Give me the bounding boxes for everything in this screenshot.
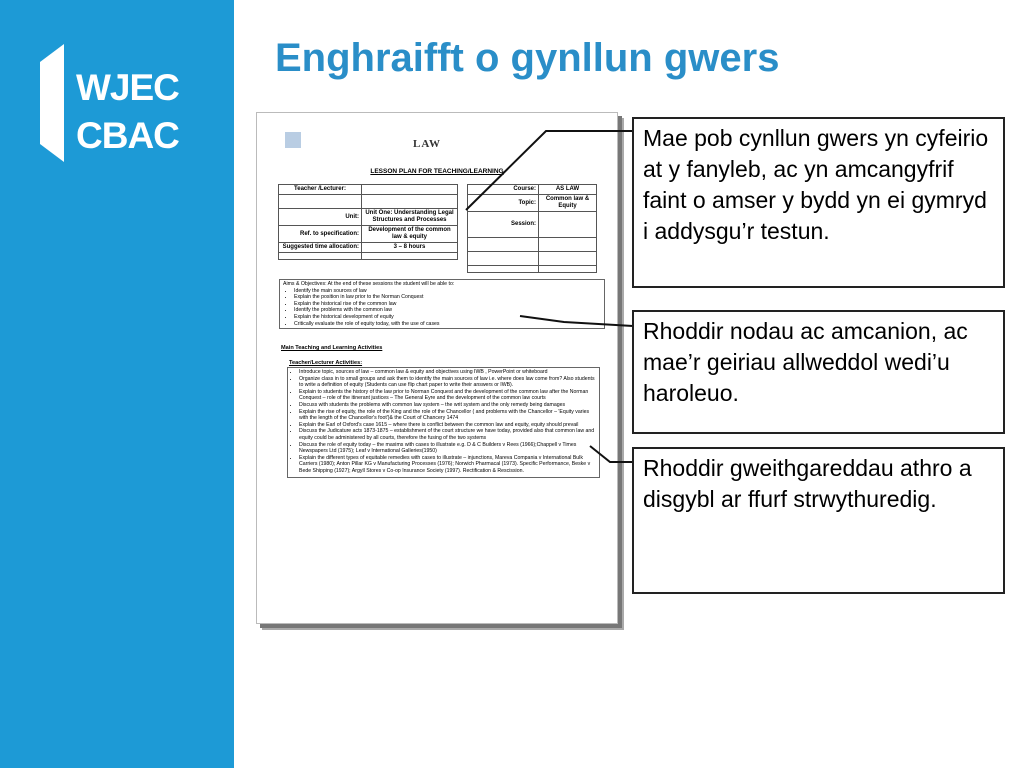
table-value: Development of the common law & equity	[362, 226, 458, 243]
callout-specification: Mae pob cynllun gwers yn cyfeirio at y fanyleb, ac yn amcangyfrif faint o amser y bydd yn ei gymryd i addysgu’r testun.	[632, 117, 1005, 288]
list-item: • Identify the problems with the common law	[294, 307, 601, 314]
table-label: Suggested time allocation:	[279, 243, 362, 253]
table-label: Teacher /Lecturer:	[279, 185, 362, 195]
callout-activities: Rhoddir gweithgareddau athro a disgybl ar ffurf strwythuredig.	[632, 447, 1005, 594]
list-item: • Explain to students the history of the law prior to Norman Conquest and the development of the common law after the Norman Conquest – role of the itinerant justices – The General Eyre and the development of the common law courts	[299, 389, 596, 402]
main-activities-heading: Main Teaching and Learning Activities	[281, 345, 383, 351]
table-label: Ref. to specification:	[279, 226, 362, 243]
connector-line-2	[520, 316, 633, 326]
list-item: • Introduce topic, sources of law – common law & equity and objectives using IWB , PowerPoint or whiteboard	[299, 369, 596, 376]
table-value: Common law & Equity	[539, 195, 597, 212]
list-item: • Explain the historical development of equity	[294, 314, 601, 321]
table-label: Course:	[468, 185, 539, 195]
connector-line-3	[590, 446, 633, 462]
list-item: • Discuss with students the problems with common law system – the writ system and the only remedy being damages	[299, 402, 596, 409]
table-label: Session:	[468, 212, 539, 238]
table-label: Unit:	[279, 209, 362, 226]
list-item: • Discuss the Judicature acts 1873-1875 – establishment of the court structure we have today, provided also that common law and equity could be administered by all courts, therefore the fusing of the two systems	[299, 428, 596, 441]
logo-line-2: CBAC	[76, 115, 179, 156]
table-value: Unit One: Understanding Legal Structures and Processes	[362, 209, 458, 226]
teacher-activities-heading: Teacher/Lecturer Activities:	[289, 360, 363, 366]
doc-heading: LESSON PLAN FOR TEACHING/LEARNING	[370, 168, 504, 175]
slide-title: Enghraifft o gynllun gwers	[275, 36, 780, 80]
list-item: • Discuss the role of equity today – the maxims with cases to illustrate e.g. D & C Builders v Rees (1966);Chappell v Times Newspapers Ltd (1975); Leaf v International Galleries(1950)	[299, 442, 596, 455]
aims-intro: Aims & Objectives: At the end of these sessions the student will be able to:	[283, 281, 455, 287]
list-item: • Critically evaluate the role of equity today, with the use of cases	[294, 321, 601, 328]
connector-line-1	[466, 131, 633, 210]
table-label: Topic:	[468, 195, 539, 212]
list-item: • Explain the historical rise of the common law	[294, 301, 601, 308]
list-item: • Explain the position in law prior to the Norman Conquest	[294, 294, 601, 301]
table-value: 3 – 8 hours	[362, 243, 458, 253]
list-item: • Explain the different types of equitable remedies with cases to illustrate – injunctions, Mareva Compania v International Bulk Carriers (1980); Anton Pillar KG v Manufacturing Processes (1976); Norwich Pharmacal (1973). Specific Performance, Beske v Bede Shipping (1927); Argyll Stores v Co-op Insurance Society (1997). Rectification & Rescission.	[299, 455, 596, 475]
callout-aims: Rhoddir nodau ac amcanion, ac mae’r geiriau allweddol wedi’u haroleuo.	[632, 310, 1005, 434]
logo-line-1: WJEC	[76, 67, 179, 108]
list-item: • Explain the Earl of Oxford's case 1615 – where there is conflict between the common law and equity, equity should prevail	[299, 422, 596, 429]
list-item: • Explain the rise of equity, the role of the King and the role of the Chancellor ( and problems with the Chancellor – 'Equity varies with the length of the Chancellor's foot')& the Court of Chancery 1474	[299, 409, 596, 422]
doc-law-label: LAW	[413, 138, 442, 150]
list-item: • Identify the main sources of law	[294, 288, 601, 295]
list-item: • Organize class in to small groups and ask them to identify the main sources of law i.e. where does law come from? Also students to write a definition of equity (Students can use flip chart paper to write their answers or IWB).	[299, 376, 596, 389]
table-value: AS LAW	[539, 185, 597, 195]
